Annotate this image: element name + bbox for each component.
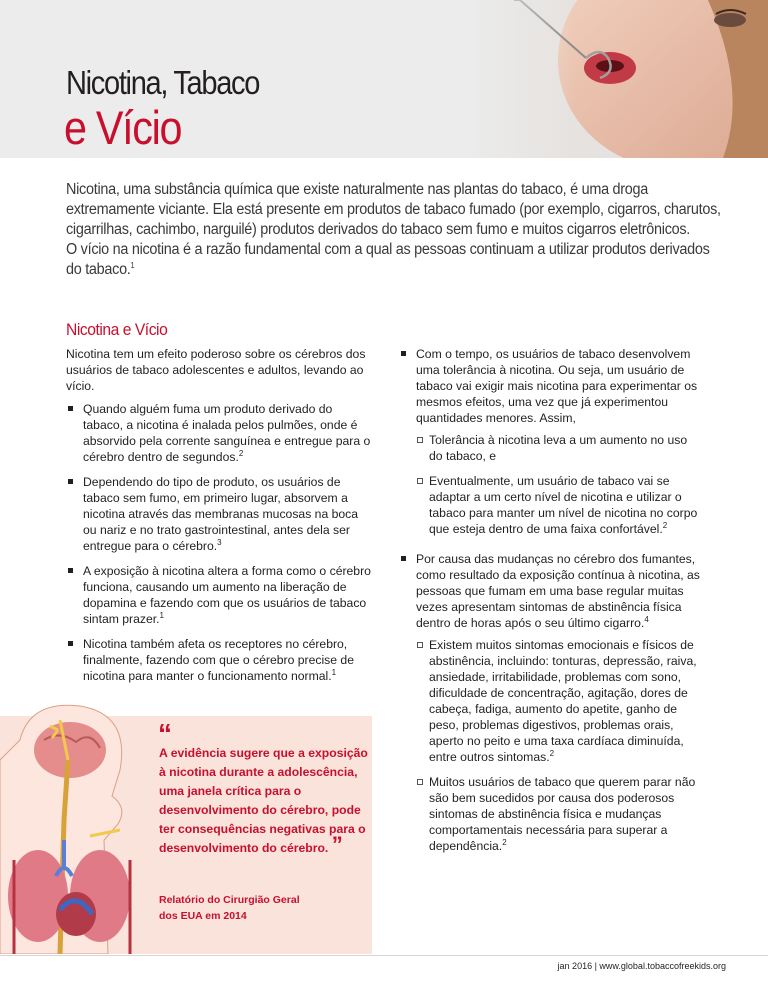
intro-line-text: do tabaco. (66, 261, 131, 278)
list-item (399, 551, 704, 854)
open-quote-mark: “ (158, 718, 172, 749)
right-bullet-list (399, 346, 704, 854)
footnote-ref: 3 (217, 537, 222, 547)
intro-line: extremamente viciante. Ela está presente em produtos de tabaco fumado (por exemplo, cigarros, charutos, (66, 201, 721, 218)
sub-bullet-text: Existem muitos sintomas emocionais e físicos de abstinência, incluindo: tonturas, depressão, raiva, ansiedade, irritabilidade, problemas com sono, dificuldade de concentração, agitação, dores de cabeça, fadiga, aumento do apetite, ganho de peso, problemas digestivos, problemas orais, aperto no peito e uma taxa cardíaca diminuída, entre outros sintomas. (429, 638, 697, 764)
header-band (0, 0, 768, 158)
list-item (66, 401, 372, 465)
intro-line: O vício na nicotina é a razão fundamental com a qual as pessoas continuam a utilizar produtos derivados (66, 241, 710, 258)
section-title: Nicotina e Vício (66, 320, 168, 339)
sub-list-item (416, 637, 704, 765)
sub-bullet-text: Muitos usuários de tabaco que querem parar não são bem sucedidos por causa dos poderosos sintomas de abstinência física e mudanças comportamentais necessária para superar a dependência. (429, 775, 696, 853)
footnote-ref: 2 (502, 837, 507, 847)
bullet-text: A exposição à nicotina altera a forma como o cérebro funciona, causando um aumento na liberação de dopamina e fazendo com que os usuários de tabaco sintam prazer. (83, 564, 371, 626)
right-column (399, 346, 704, 863)
list-item (66, 474, 372, 554)
bullet-text: Por causa das mudanças no cérebro dos fumantes, como resultado da exposição contínua à nicotina, as pessoas que fumam em uma base regular muitas vezes apresentam sintomas de abstinência física dentro de horas após o seu último cigarro. (416, 552, 700, 630)
list-item (66, 636, 372, 684)
bullet-text: Com o tempo, os usuários de tabaco desenvolvem uma tolerância à nicotina. Ou seja, um usuário de tabaco vai exigir mais nicotina para experimentar os mesmos efeitos, uma vez que já experimentou quantidades menores. Assim, (416, 347, 698, 425)
intro-paragraph (66, 180, 726, 280)
list-item (399, 346, 704, 537)
anatomy-illustration (0, 700, 150, 954)
footer-text: jan 2016 | www.global.tobaccofreekids.org (557, 961, 726, 971)
footnote-ref: 4 (644, 614, 649, 624)
header-photo (468, 0, 768, 158)
quote-source (159, 892, 359, 924)
sub-list (416, 637, 704, 854)
bullet-text: Dependendo do tipo de produto, os usuários de tabaco sem fumo, em primeiro lugar, absorvem a nicotina através das membranas mucosas na boca ou nariz e no trato gastrointestinal, antes dela ser entregue para o cérebro. (83, 475, 359, 553)
quote-source-line: Relatório do Cirurgião Geral (159, 894, 300, 906)
sub-bullet-text: Tolerância à nicotina leva a um aumento no uso do tabaco, e (429, 433, 688, 463)
intro-line: cigarrilhas, cachimbo, narguilé) produtos derivados do tabaco sem fumo e muitos cigarros eletrônicos. (66, 221, 691, 238)
sub-list-item (416, 432, 704, 464)
quote-source-line: dos EUA em 2014 (159, 910, 247, 922)
left-column (66, 346, 372, 693)
quote-text (159, 744, 369, 858)
intro-line: Nicotina, uma substância química que existe naturalmente nas plantas do tabaco, é uma droga (66, 181, 649, 198)
left-bullet-list (66, 401, 372, 684)
sub-bullet-text: Eventualmente, um usuário de tabaco vai se adaptar a um certo nível de nicotina e utilizar o tabaco para manter um nível de nicotina no corpo que esteja dentro de uma faixa confortável. (429, 474, 698, 536)
title-line-2: e Vício (64, 101, 182, 154)
footnote-ref: 2 (549, 748, 555, 758)
footer-divider (0, 955, 768, 956)
footnote-ref: 1 (130, 260, 135, 270)
footnote-ref: 1 (331, 667, 337, 677)
close-quote-mark: ” (331, 832, 343, 857)
list-item (66, 563, 372, 627)
sub-list (416, 432, 704, 537)
bullet-text: Quando alguém fuma um produto derivado do tabaco, a nicotina é inalada pelos pulmões, onde é absorvido pela corrente sanguínea e entregue para o cérebro dentro de segundos. (83, 402, 371, 464)
sub-list-item (416, 473, 704, 537)
footnote-ref: 1 (159, 610, 164, 620)
intro-line (66, 260, 680, 280)
footnote-ref: 2 (238, 448, 244, 458)
sub-list-item (416, 774, 704, 854)
quote-body: A evidência sugere que a exposição à nicotina durante a adolescência, uma janela crítica para o desenvolvimento do cérebro, pode ter consequências negativas para o desenvolvimento do cérebro. (159, 746, 368, 855)
footnote-ref: 2 (662, 520, 668, 530)
title-line-1: Nicotina, Tabaco (66, 64, 260, 101)
bullet-text: Nicotina também afeta os receptores no cérebro, finalmente, fazendo com que o cérebro precise de nicotina para manter o funcionamento normal. (83, 637, 354, 683)
left-intro: Nicotina tem um efeito poderoso sobre os cérebros dos usuários de tabaco adolescentes e adultos, levando ao vício. (66, 347, 366, 393)
